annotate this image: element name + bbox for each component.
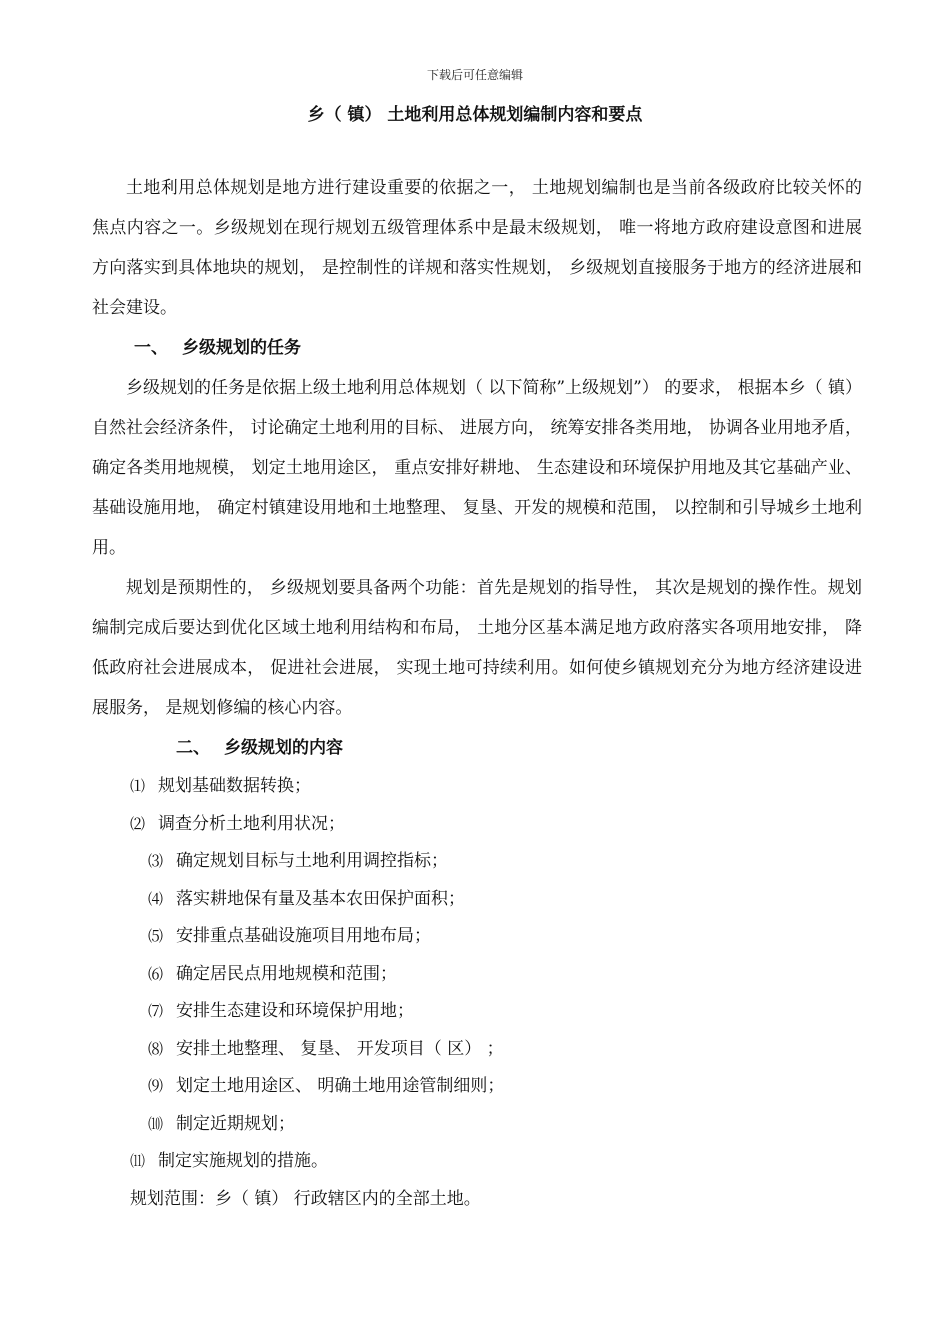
intro-paragraph: 土地利用总体规划是地方进行建设重要的依据之一， 土地规划编制也是当前各级政府比较关怀的焦点内容之一。乡级规划在现行规划五级管理体系中是最末级规划， 唯一将地方政府建设意图和进展方向落实到具体地块的规划， 是控制性的详规和落实性规划， 乡级规划直接服务于地方的经济进展和社会建设。 xyxy=(92,178,862,318)
planning-scope-line: 规划范围：乡（ 镇） 行政辖区内的全部土地。 xyxy=(130,1188,481,1209)
section-1-paragraph-1: 乡级规划的任务是依据上级土地利用总体规划（ 以下简称”上级规划”） 的要求， 根据本乡（ 镇） 自然社会经济条件， 讨论确定土地利用的目标、 进展方向， 统筹安排各类用地， 协调各业用地矛盾， 确定各类用地规模， 划定土地用途区， 重点安排好耕地、 生态建设和环境保护用地及其它基础产业、 基础设施用地， 确定村镇建设用地和土地整理、 复垦、开发的规模和范围， 以控制和引导城乡土地利用。 xyxy=(92,378,862,558)
section-2-heading xyxy=(92,728,862,768)
list-item: ⑶ 确定规划目标与土地利用调控指标； xyxy=(148,851,448,871)
document-body xyxy=(92,168,862,1218)
page-header: 下载后可任意编辑 xyxy=(426,68,523,82)
list-item: ⑼ 划定土地用途区、 明确土地用途管制细则； xyxy=(148,1076,505,1096)
section-2-title: 乡级规划的内容 xyxy=(224,738,343,758)
list-item: ⑴ 规划基础数据转换； xyxy=(130,776,311,796)
list-item: ⑷ 落实耕地保有量及基本农田保护面积； xyxy=(148,888,465,909)
section-1-heading xyxy=(92,328,862,368)
list-item: ⑵ 调查分析土地利用状况； xyxy=(130,813,345,834)
section-1-number: 一、 xyxy=(134,338,168,358)
section-2-number: 二、 xyxy=(176,738,210,758)
list-item: ⑹ 确定居民点用地规模和范围； xyxy=(148,963,397,984)
content-list xyxy=(92,768,862,1181)
list-item: ⑽ 制定近期规划； xyxy=(148,1113,295,1134)
list-item: ⑻ 安排土地整理、 复垦、 开发项目（ 区） ； xyxy=(148,1038,504,1059)
list-item: ⑺ 安排生态建设和环境保护用地； xyxy=(148,1001,414,1021)
list-item: ⑾ 制定实施规划的措施。 xyxy=(130,1151,328,1171)
section-1-paragraph-2: 规划是预期性的， 乡级规划要具备两个功能：首先是规划的指导性， 其次是规划的操作性。规划编制完成后要达到优化区域土地利用结构和布局， 土地分区基本满足地方政府落实各项用地安排， 降低政府社会进展成本， 促进社会进展， 实现土地可持续利用。如何使乡镇规划充分为地方经济建设进展服务， 是规划修编的核心内容。 xyxy=(92,578,862,718)
section-1-title: 乡级规划的任务 xyxy=(182,338,301,358)
document-title: 乡（ 镇） 土地利用总体规划编制内容和要点 xyxy=(307,105,643,125)
list-item: ⑸ 安排重点基础设施项目用地布局； xyxy=(148,926,431,946)
